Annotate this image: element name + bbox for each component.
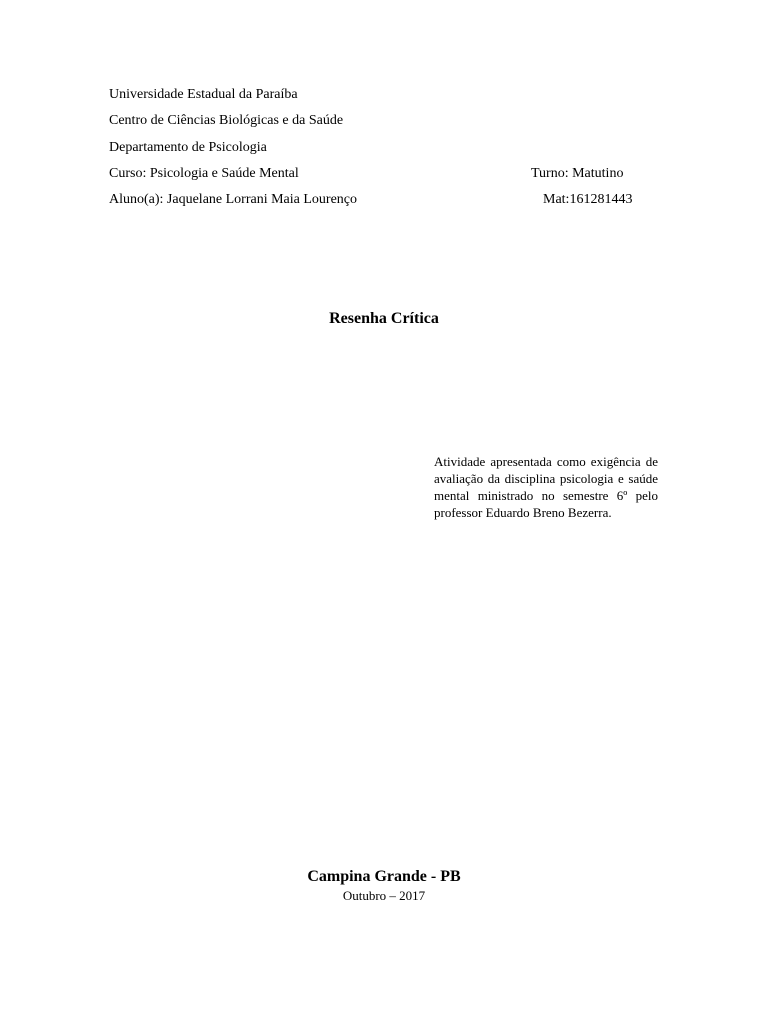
course-name: Curso: Psicologia e Saúde Mental <box>109 166 299 181</box>
shift-label: Turno: Matutino <box>531 166 624 181</box>
assignment-note: Atividade apresentada como exigência de avaliação da disciplina psicologia e saúde mental ministrado no semestre 6º pelo professor Eduardo Breno Bezerra. <box>434 454 658 520</box>
registration-number: Mat:161281443 <box>543 192 633 207</box>
document-title: Resenha Crítica <box>329 310 439 327</box>
center-name: Centro de Ciências Biológicas e da Saúde <box>109 113 344 128</box>
date-label: Outubro – 2017 <box>342 888 426 903</box>
university-name: Universidade Estadual da Paraíba <box>109 87 298 102</box>
department-name: Departamento de Psicologia <box>109 140 267 155</box>
student-name: Aluno(a): Jaquelane Lorrani Maia Lourenço <box>109 192 358 207</box>
city-label: Campina Grande - PB <box>307 868 461 885</box>
